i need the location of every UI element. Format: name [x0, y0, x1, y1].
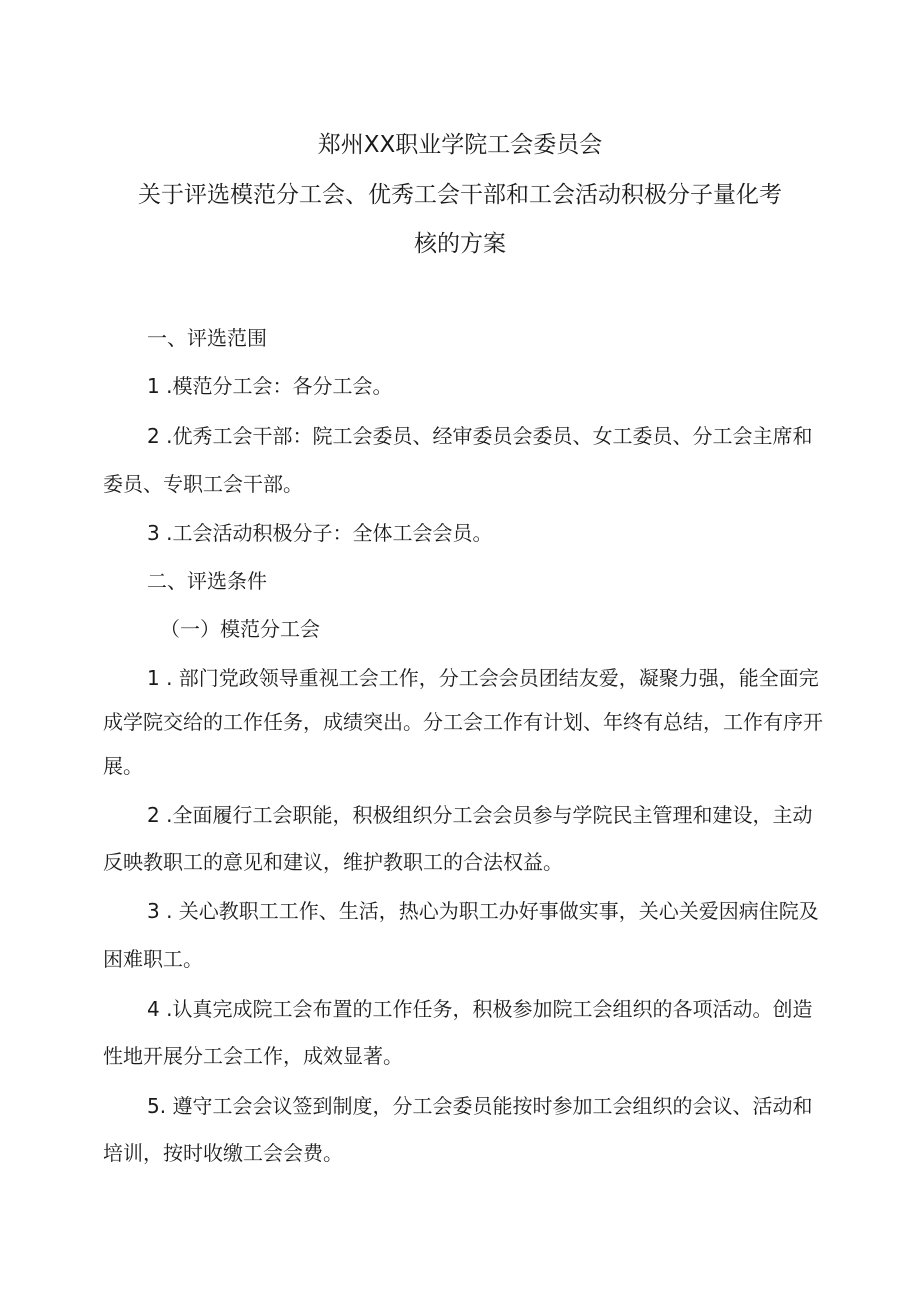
paragraph-line: 4 .认真完成院工会布置的工作任务，积极参加院工会组织的各项活动。创造 — [147, 997, 813, 1021]
paragraph-line: 2 .优秀工会干部：院工会委员、经审委员会委员、女工委员、分工会主席和 — [147, 424, 813, 448]
paragraph-line: 成学院交给的工作任务，成绩突出。分工会工作有计划、年终有总结，工作有序开 — [103, 710, 823, 734]
title-line-3: 核的方案 — [414, 231, 506, 257]
title-line-2: 关于评选模范分工会、优秀工会干部和工会活动积极分子量化考 — [138, 182, 782, 208]
paragraph-line: 2 .全面履行工会职能，积极组织分工会会员参与学院民主管理和建设，主动 — [147, 803, 813, 827]
paragraph-line: 反映教职工的意见和建议，维护教职工的合法权益。 — [103, 850, 563, 874]
section-heading-conditions: 二、评选条件 — [147, 569, 267, 593]
paragraph-line: 1 . 部门党政领导重视工会工作，分工会会员团结友爱，凝聚力强，能全面完 — [147, 666, 819, 690]
paragraph-line: 培训，按时收缴工会会费。 — [103, 1141, 343, 1165]
paragraph-line: 委员、专职工会干部。 — [103, 472, 303, 496]
paragraph-line: 困难职工。 — [103, 947, 203, 971]
paragraph-line: 5. 遵守工会会议签到制度，分工会委员能按时参加工会组织的会议、活动和 — [147, 1094, 813, 1118]
paragraph-line: 展。 — [103, 754, 143, 778]
title-line-1: 郑州XX职业学院工会委员会 — [317, 132, 603, 158]
paragraph-line: 1 .模范分工会：各分工会。 — [147, 374, 393, 398]
paragraph-line: 3 . 关心教职工工作、生活，热心为职工办好事做实事，关心关爱因病住院及 — [147, 899, 819, 923]
section-heading-scope: 一、评选范围 — [147, 326, 267, 350]
subsection-heading: （一）模范分工会 — [160, 617, 320, 641]
paragraph-line: 3 .工会活动积极分子：全体工会会员。 — [147, 521, 493, 545]
paragraph-line: 性地开展分工会工作，成效显著。 — [103, 1044, 403, 1068]
